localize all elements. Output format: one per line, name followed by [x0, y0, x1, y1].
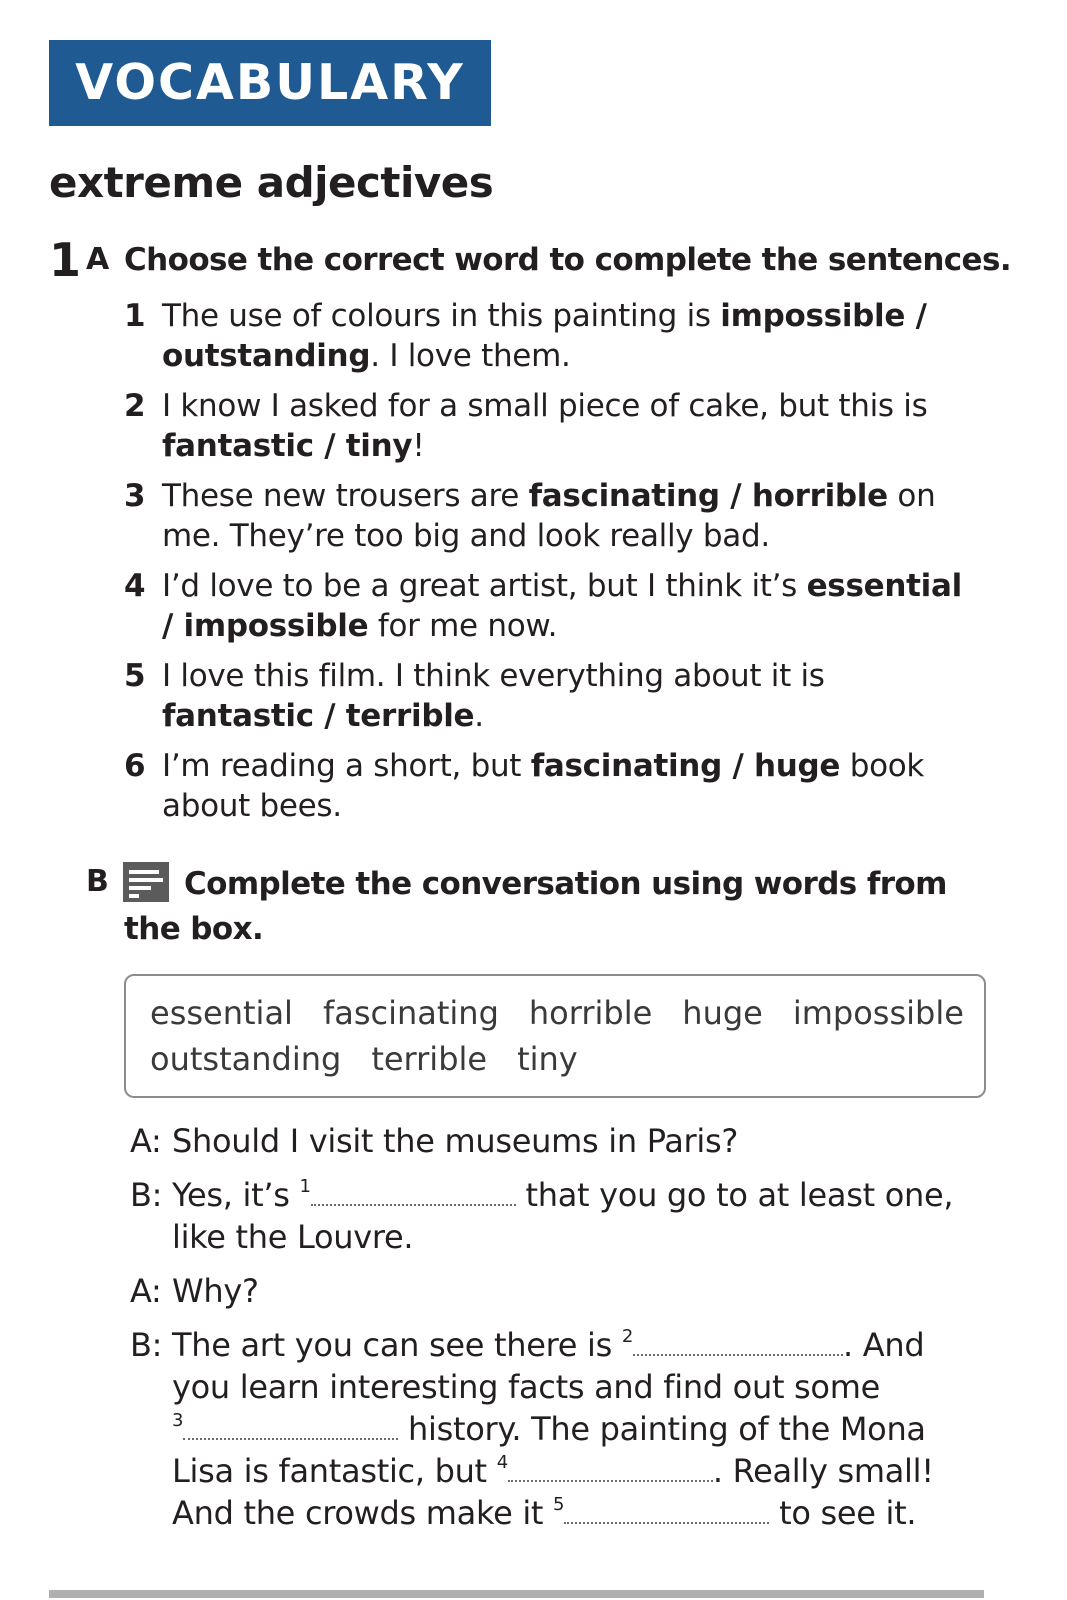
sentence-item-2 — [124, 386, 1024, 466]
sentence-text: I love this film. I think everything about it is — [162, 658, 825, 694]
answer-gap-1[interactable] — [311, 1178, 516, 1206]
answer-gap-4[interactable] — [508, 1454, 713, 1482]
sentence-text: I’d love to be a great artist, but I think it’s — [162, 568, 807, 604]
choice-words[interactable]: essential — [806, 568, 962, 604]
sentence-text: me. They’re too big and look really bad. — [162, 518, 770, 554]
sentence-item-4 — [124, 566, 1024, 646]
answer-gap-5[interactable] — [564, 1496, 769, 1524]
footer-divider — [49, 1590, 984, 1598]
dialogue-text: Lisa is fantastic, but — [172, 1452, 497, 1490]
dialogue-text: The art you can see there is — [172, 1326, 622, 1364]
gap-number: 2 — [621, 1326, 634, 1347]
answer-gap-2[interactable] — [633, 1328, 843, 1356]
part-a-instruction: Choose the correct word to complete the sentences. — [124, 242, 1012, 278]
conversation — [130, 1120, 980, 1546]
item-number: 6 — [124, 748, 146, 784]
choice-words[interactable]: impossible / — [720, 298, 927, 334]
box-word: impossible — [792, 994, 964, 1032]
sentence-item-1 — [124, 296, 1024, 376]
item-number: 1 — [124, 298, 146, 334]
exercise-number: 1 — [49, 233, 82, 287]
sentence-text: . — [474, 698, 484, 734]
sentence-text: on — [887, 478, 936, 514]
gap-number: 4 — [496, 1452, 508, 1473]
part-a-letter: A — [86, 242, 110, 277]
sentence-text: These new trousers are — [162, 478, 529, 514]
sentence-text: . I love them. — [370, 338, 571, 374]
box-word: huge — [682, 994, 763, 1032]
dialogue-text: you learn interesting facts and find out some — [172, 1368, 880, 1406]
choice-words[interactable]: fantastic / tiny — [162, 428, 413, 464]
dialogue-turn — [130, 1174, 980, 1258]
item-number: 4 — [124, 568, 146, 604]
gap-number: 1 — [299, 1176, 311, 1197]
speaker-label: A: — [130, 1272, 162, 1310]
part-a-sentence-list — [124, 296, 1024, 836]
box-word: terrible — [371, 1040, 488, 1078]
box-word: essential — [150, 994, 293, 1032]
box-word: outstanding — [150, 1040, 342, 1078]
dialogue-text: Yes, it’s — [172, 1176, 300, 1214]
answer-gap-3[interactable] — [183, 1412, 398, 1440]
dialogue-text: . And — [843, 1326, 925, 1364]
dialogue-text: history. The painting of the Mona — [398, 1410, 926, 1448]
item-number: 5 — [124, 658, 146, 694]
sentence-item-3 — [124, 476, 1024, 556]
gap-number: 3 — [172, 1410, 184, 1431]
choice-words[interactable]: / impossible — [162, 608, 369, 644]
speaker-label: B: — [130, 1176, 163, 1214]
choice-words[interactable]: fascinating / huge — [530, 748, 841, 784]
sentence-item-6 — [124, 746, 1024, 826]
dialogue-turn — [130, 1120, 980, 1162]
word-box — [124, 974, 986, 1098]
sentence-text: ! — [412, 428, 425, 464]
box-word: horrible — [528, 994, 653, 1032]
sentence-item-5 — [124, 656, 1024, 736]
choice-words[interactable]: fascinating / horrible — [528, 478, 888, 514]
part-b-instruction: Complete the conversation using words from the box. — [124, 866, 947, 947]
item-number: 2 — [124, 388, 146, 424]
speaker-label: B: — [130, 1326, 163, 1364]
section-subtitle: extreme adjectives — [49, 158, 494, 207]
sentence-text: for me now. — [368, 608, 558, 644]
word-box-row — [150, 1036, 960, 1082]
choice-words[interactable]: outstanding — [162, 338, 371, 374]
dialogue-text: that you go to at least one, — [515, 1176, 954, 1214]
choice-words[interactable]: fantastic / terrible — [162, 698, 475, 734]
dialogue-text: to see it. — [769, 1494, 917, 1532]
gap-number: 5 — [553, 1494, 565, 1515]
dialogue-text: And the crowds make it — [172, 1494, 554, 1532]
part-b-letter: B — [86, 864, 109, 899]
dialogue-turn — [130, 1324, 980, 1534]
dialogue-text: like the Louvre. — [172, 1218, 414, 1256]
dialogue-turn — [130, 1270, 980, 1312]
box-word: tiny — [517, 1040, 578, 1078]
sentence-text: book — [840, 748, 925, 784]
word-box-row — [150, 990, 964, 1036]
box-word: fascinating — [322, 994, 499, 1032]
dialogue-text: Why? — [172, 1272, 259, 1310]
sentence-text: I know I asked for a small piece of cake, but this is — [162, 388, 928, 424]
speaker-label: A: — [130, 1122, 162, 1160]
sentence-text: I’m reading a short, but — [162, 748, 531, 784]
dialogue-text: . Really small! — [712, 1452, 934, 1490]
item-number: 3 — [124, 478, 146, 514]
dialogue-text: Should I visit the museums in Paris? — [172, 1122, 739, 1160]
sentence-text: about bees. — [162, 788, 342, 824]
sentence-text: The use of colours in this painting is — [162, 298, 721, 334]
section-banner — [49, 40, 491, 126]
section-title: VOCABULARY — [75, 54, 465, 111]
